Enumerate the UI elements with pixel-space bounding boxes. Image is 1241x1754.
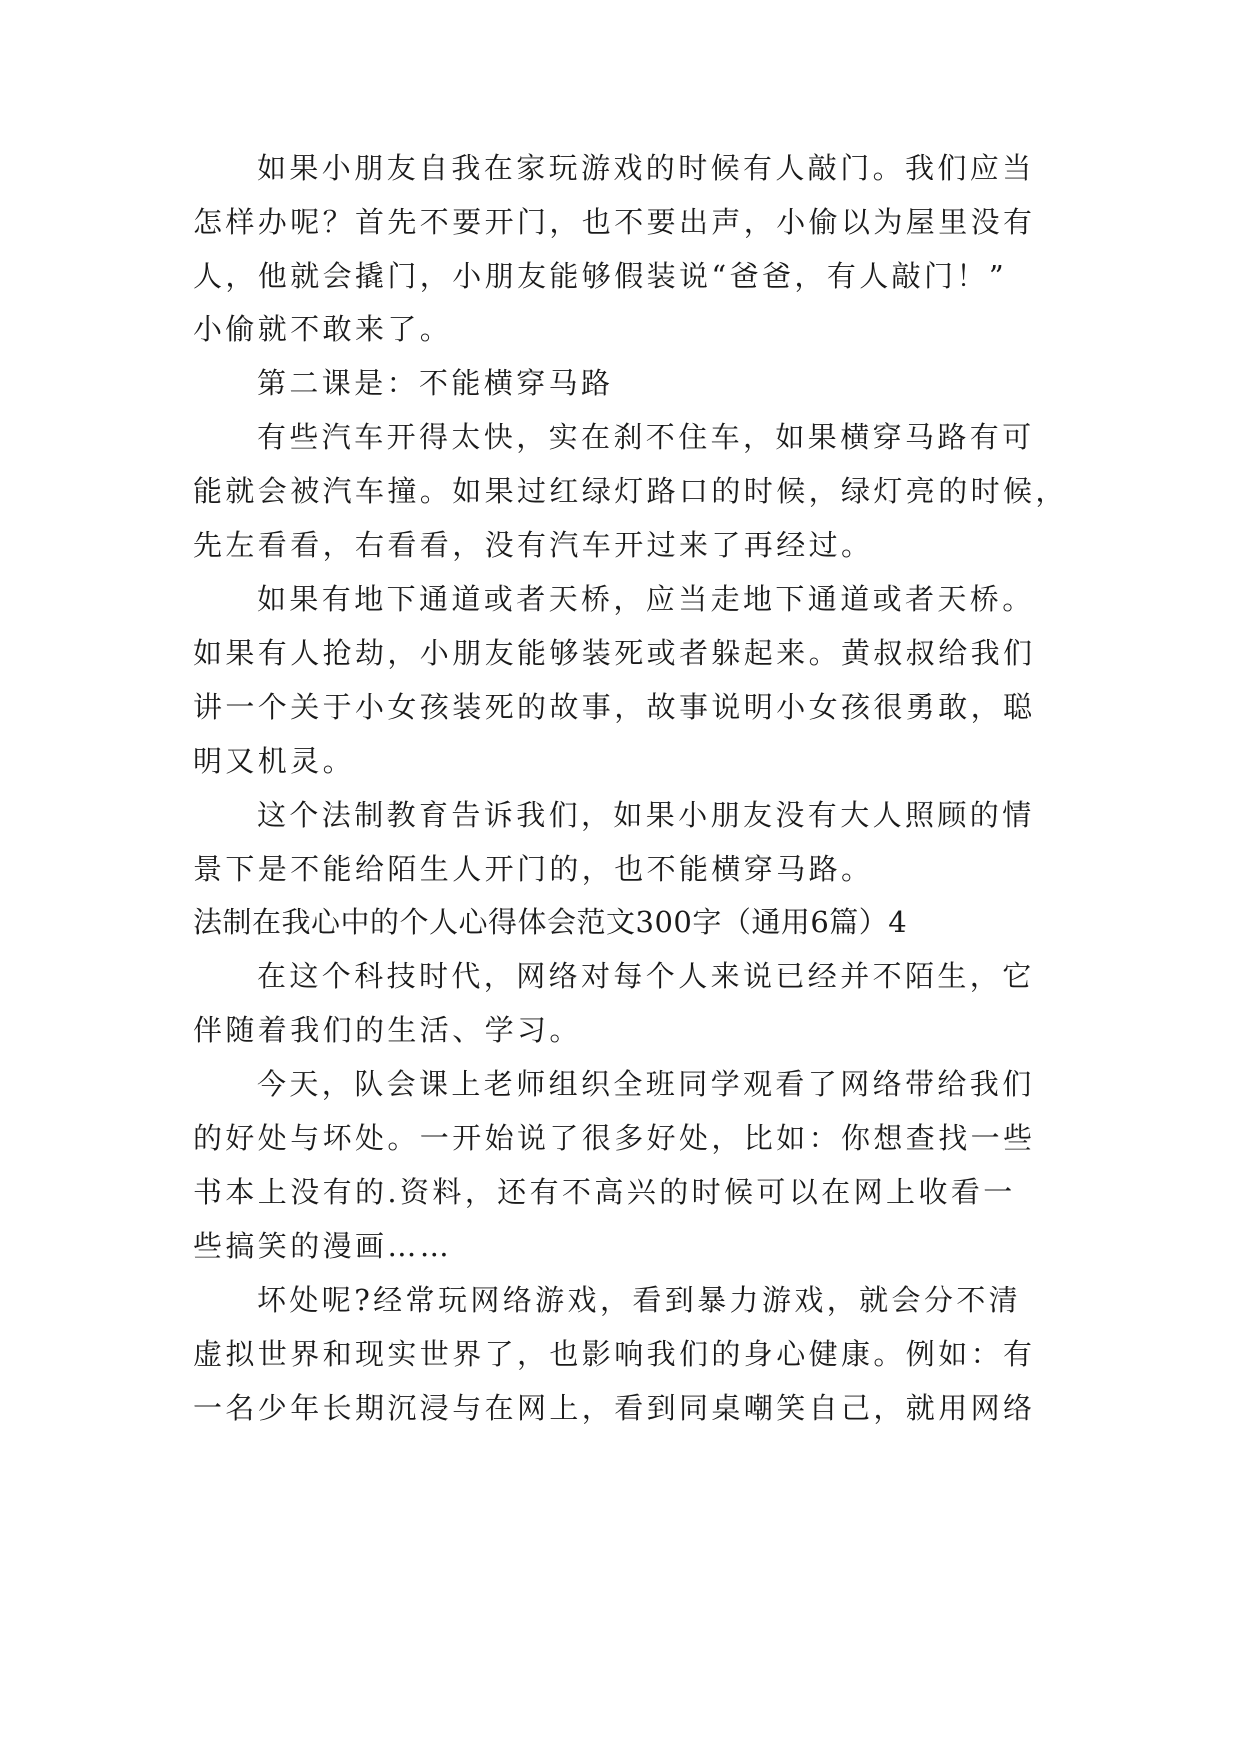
paragraph-line: 书本上没有的.资料，还有不高兴的时候可以在网上收看一 xyxy=(193,1175,1016,1209)
paragraph-line: 怎样办呢？首先不要开门，也不要出声，小偷以为屋里没有 xyxy=(193,205,1036,239)
paragraph-line: 如果有地下通道或者天桥，应当走地下通道或者天桥。 xyxy=(257,582,1035,616)
paragraph-line: 先左看看，右看看，没有汽车开过来了再经过。 xyxy=(193,528,874,562)
paragraph-line: 今天，队会课上老师组织全班同学观看了网络带给我们 xyxy=(257,1067,1035,1101)
paragraph-line: 些搞笑的漫画…… xyxy=(193,1229,453,1263)
paragraph-line: 人，他就会撬门，小朋友能够假装说“爸爸，有人敲门！” xyxy=(193,259,1008,293)
paragraph-line: 如果小朋友自我在家玩游戏的时候有人敲门。我们应当 xyxy=(257,151,1035,185)
paragraph-line: 如果有人抢劫，小朋友能够装死或者躲起来。黄叔叔给我们 xyxy=(193,636,1036,670)
paragraph-line: 有些汽车开得太快，实在刹不住车，如果横穿马路有可 xyxy=(257,420,1035,454)
paragraph-line: 明又机灵。 xyxy=(193,744,356,778)
lesson-title: 第二课是：不能横穿马路 xyxy=(257,366,614,400)
paragraph-line: 能就会被汽车撞。如果过红绿灯路口的时候，绿灯亮的时候， xyxy=(193,474,1068,508)
paragraph-line: 一名少年长期沉浸与在网上，看到同桌嘲笑自己，就用网络 xyxy=(193,1391,1036,1425)
paragraph-line: 在这个科技时代，网络对每个人来说已经并不陌生，它 xyxy=(257,959,1035,993)
paragraph-line: 伴随着我们的生活、学习。 xyxy=(193,1013,582,1047)
paragraph-line: 这个法制教育告诉我们，如果小朋友没有大人照顾的情 xyxy=(257,798,1035,832)
paragraph-line: 小偷就不敢来了。 xyxy=(193,312,453,346)
paragraph-line: 讲一个关于小女孩装死的故事，故事说明小女孩很勇敢，聪 xyxy=(193,690,1036,724)
paragraph-line: 虚拟世界和现实世界了，也影响我们的身心健康。例如：有 xyxy=(193,1337,1036,1371)
paragraph-line: 的好处与坏处。一开始说了很多好处，比如：你想查找一些 xyxy=(193,1121,1036,1155)
paragraph-line: 坏处呢?经常玩网络游戏，看到暴力游戏，就会分不清 xyxy=(257,1283,1022,1317)
section-heading: 法制在我心中的个人心得体会范文300字（通用6篇）4 xyxy=(193,905,908,939)
paragraph-line: 景下是不能给陌生人开门的，也不能横穿马路。 xyxy=(193,852,874,886)
